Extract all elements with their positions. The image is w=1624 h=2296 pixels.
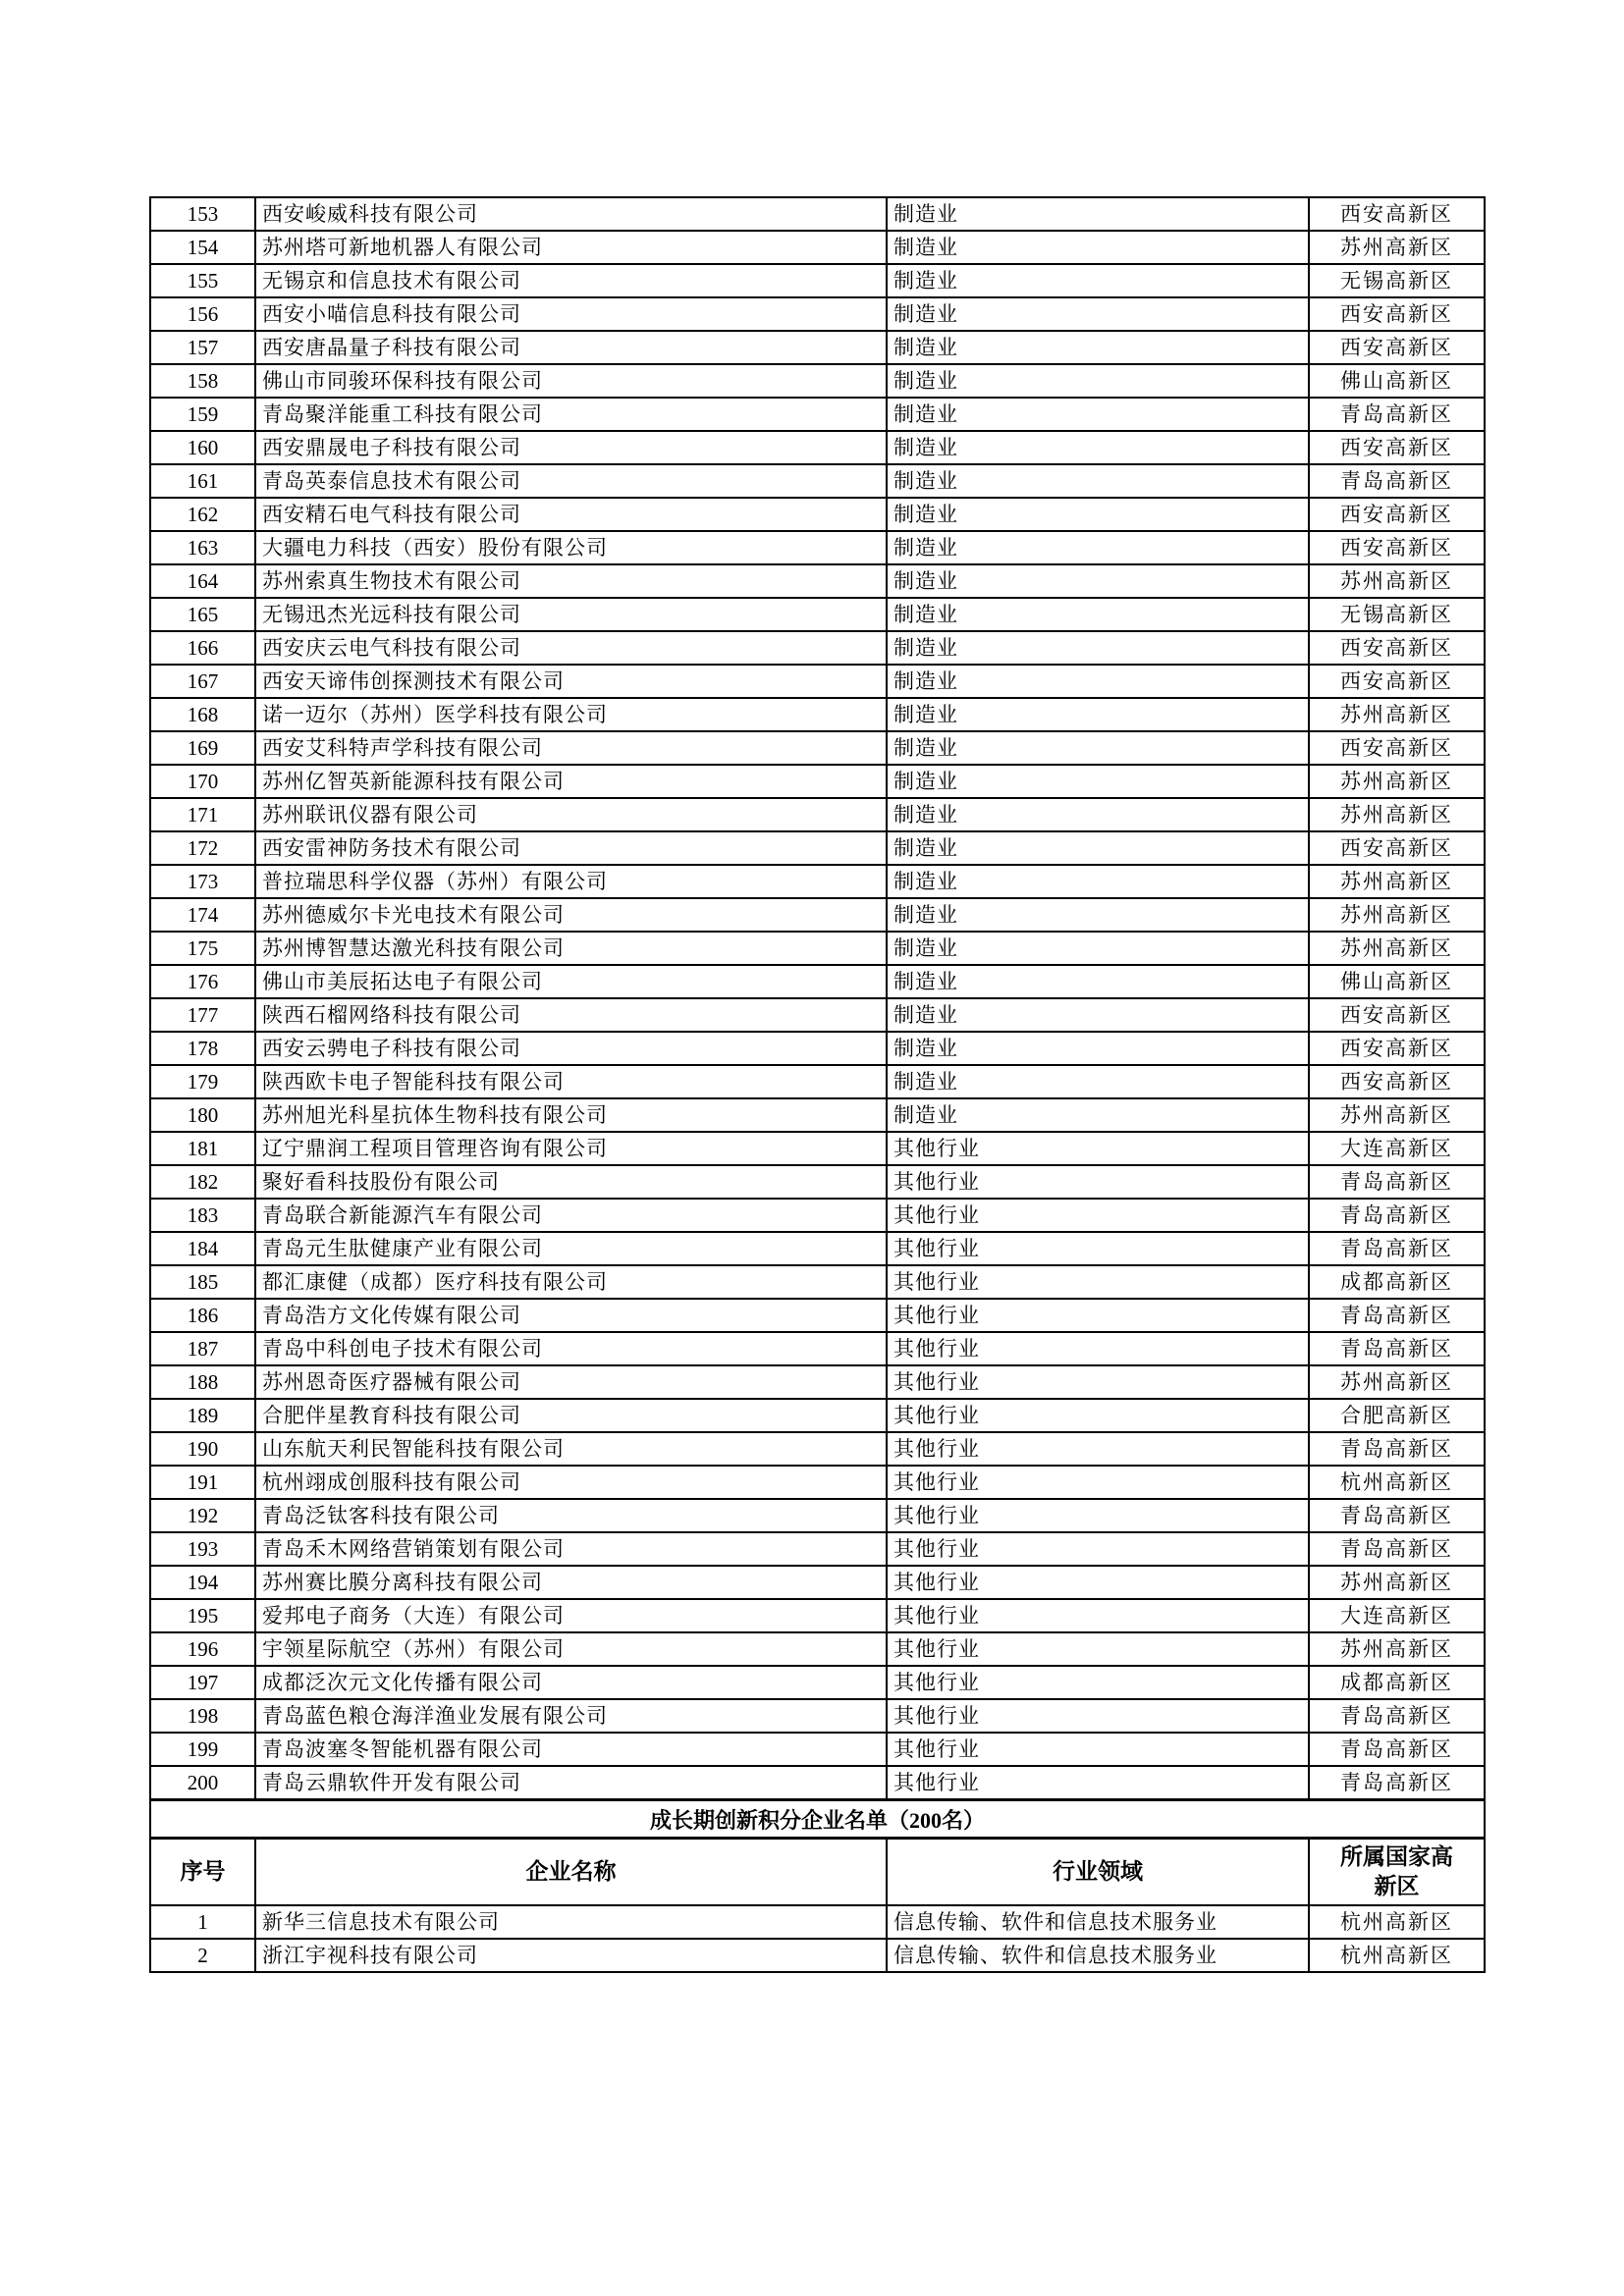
hightech-zone: 杭州高新区 (1309, 1905, 1485, 1939)
row-number: 172 (150, 831, 255, 865)
row-number: 195 (150, 1599, 255, 1632)
company-name: 青岛浩方文化传媒有限公司 (255, 1299, 887, 1332)
table-row (150, 965, 1485, 998)
company-name: 都汇康健（成都）医疗科技有限公司 (255, 1265, 887, 1299)
company-name: 青岛波塞冬智能机器有限公司 (255, 1733, 887, 1766)
table-row (150, 598, 1485, 631)
row-number: 179 (150, 1065, 255, 1098)
company-name: 西安云骋电子科技有限公司 (255, 1032, 887, 1065)
header-no: 序号 (150, 1839, 255, 1906)
row-number: 184 (150, 1232, 255, 1265)
table-row (150, 1432, 1485, 1466)
hightech-zone: 苏州高新区 (1309, 1566, 1485, 1599)
hightech-zone: 青岛高新区 (1309, 1232, 1485, 1265)
table-row (150, 1299, 1485, 1332)
industry-field: 其他行业 (887, 1599, 1309, 1632)
row-number: 177 (150, 998, 255, 1032)
hightech-zone: 苏州高新区 (1309, 798, 1485, 831)
table-row (150, 1599, 1485, 1632)
table-row (150, 865, 1485, 898)
row-number: 158 (150, 364, 255, 398)
row-number: 2 (150, 1939, 255, 1972)
row-number: 198 (150, 1699, 255, 1733)
company-name: 苏州塔可新地机器人有限公司 (255, 231, 887, 264)
company-name: 无锡京和信息技术有限公司 (255, 264, 887, 297)
hightech-zone: 苏州高新区 (1309, 698, 1485, 731)
company-name: 西安雷神防务技术有限公司 (255, 831, 887, 865)
row-number: 182 (150, 1165, 255, 1199)
industry-field: 其他行业 (887, 1299, 1309, 1332)
hightech-zone: 青岛高新区 (1309, 1199, 1485, 1232)
industry-field: 其他行业 (887, 1699, 1309, 1733)
company-name: 西安唐晶量子科技有限公司 (255, 331, 887, 364)
row-number: 166 (150, 631, 255, 665)
table-row (150, 297, 1485, 331)
hightech-zone: 青岛高新区 (1309, 1532, 1485, 1566)
row-number: 153 (150, 197, 255, 231)
industry-field: 制造业 (887, 798, 1309, 831)
row-number: 185 (150, 1265, 255, 1299)
industry-field: 制造业 (887, 898, 1309, 932)
table-row (150, 1332, 1485, 1365)
hightech-zone: 西安高新区 (1309, 998, 1485, 1032)
hightech-zone: 青岛高新区 (1309, 1299, 1485, 1332)
table-row (150, 898, 1485, 932)
growth-stage-list-body (150, 1905, 1485, 1972)
company-name: 山东航天利民智能科技有限公司 (255, 1432, 887, 1466)
company-name: 青岛蓝色粮仓海洋渔业发展有限公司 (255, 1699, 887, 1733)
hightech-zone: 西安高新区 (1309, 665, 1485, 698)
hightech-zone: 西安高新区 (1309, 731, 1485, 765)
row-number: 197 (150, 1666, 255, 1699)
industry-field: 制造业 (887, 564, 1309, 598)
company-name: 佛山市美辰拓达电子有限公司 (255, 965, 887, 998)
company-name: 青岛云鼎软件开发有限公司 (255, 1766, 887, 1800)
company-name: 青岛联合新能源汽车有限公司 (255, 1199, 887, 1232)
industry-field: 制造业 (887, 431, 1309, 464)
industry-field: 制造业 (887, 731, 1309, 765)
table-row (150, 1532, 1485, 1566)
hightech-zone: 西安高新区 (1309, 831, 1485, 865)
row-number: 170 (150, 765, 255, 798)
table-row (150, 1265, 1485, 1299)
company-name: 合肥伴星教育科技有限公司 (255, 1399, 887, 1432)
company-name: 西安艾科特声学科技有限公司 (255, 731, 887, 765)
industry-field: 其他行业 (887, 1332, 1309, 1365)
company-name: 杭州翊成创服科技有限公司 (255, 1466, 887, 1499)
table-row (150, 1466, 1485, 1499)
company-name: 苏州德威尔卡光电技术有限公司 (255, 898, 887, 932)
row-number: 190 (150, 1432, 255, 1466)
hightech-zone: 青岛高新区 (1309, 1165, 1485, 1199)
company-name: 青岛泛钛客科技有限公司 (255, 1499, 887, 1532)
table-row (150, 1666, 1485, 1699)
hightech-zone: 青岛高新区 (1309, 1766, 1485, 1800)
industry-field: 信息传输、软件和信息技术服务业 (887, 1939, 1309, 1972)
row-number: 157 (150, 331, 255, 364)
table-row (150, 1065, 1485, 1098)
row-number: 160 (150, 431, 255, 464)
hightech-zone: 西安高新区 (1309, 1065, 1485, 1098)
hightech-zone: 西安高新区 (1309, 531, 1485, 564)
table-row (150, 1939, 1485, 1972)
hightech-zone: 合肥高新区 (1309, 1399, 1485, 1432)
hightech-zone: 杭州高新区 (1309, 1466, 1485, 1499)
table-row (150, 798, 1485, 831)
hightech-zone: 佛山高新区 (1309, 965, 1485, 998)
row-number: 155 (150, 264, 255, 297)
company-name: 宇领星际航空（苏州）有限公司 (255, 1632, 887, 1666)
industry-field: 其他行业 (887, 1466, 1309, 1499)
industry-field: 其他行业 (887, 1566, 1309, 1599)
hightech-zone: 苏州高新区 (1309, 765, 1485, 798)
hightech-zone: 成都高新区 (1309, 1265, 1485, 1299)
row-number: 168 (150, 698, 255, 731)
table-row (150, 1199, 1485, 1232)
industry-field: 其他行业 (887, 1199, 1309, 1232)
table-row (150, 264, 1485, 297)
industry-field: 制造业 (887, 364, 1309, 398)
hightech-zone: 无锡高新区 (1309, 264, 1485, 297)
hightech-zone: 苏州高新区 (1309, 231, 1485, 264)
industry-field: 其他行业 (887, 1232, 1309, 1265)
section-title-row (150, 1800, 1485, 1839)
row-number: 156 (150, 297, 255, 331)
table-row (150, 1165, 1485, 1199)
table-row (150, 1098, 1485, 1132)
table-row (150, 1733, 1485, 1766)
header-region: 所属国家高新区 (1309, 1839, 1485, 1906)
table-row (150, 1032, 1485, 1065)
table-row (150, 498, 1485, 531)
table-row (150, 1232, 1485, 1265)
table-header-row (150, 1839, 1485, 1906)
industry-field: 制造业 (887, 231, 1309, 264)
industry-field: 制造业 (887, 631, 1309, 665)
company-name: 成都泛次元文化传播有限公司 (255, 1666, 887, 1699)
hightech-zone: 西安高新区 (1309, 631, 1485, 665)
table-row (150, 1365, 1485, 1399)
company-name: 青岛聚洋能重工科技有限公司 (255, 398, 887, 431)
row-number: 186 (150, 1299, 255, 1332)
row-number: 181 (150, 1132, 255, 1165)
hightech-zone: 青岛高新区 (1309, 1332, 1485, 1365)
table-row (150, 398, 1485, 431)
row-number: 165 (150, 598, 255, 631)
table-row (150, 564, 1485, 598)
enterprise-list-table (149, 196, 1486, 1973)
table-row (150, 1766, 1485, 1800)
industry-field: 制造业 (887, 932, 1309, 965)
industry-field: 其他行业 (887, 1165, 1309, 1199)
company-name: 新华三信息技术有限公司 (255, 1905, 887, 1939)
hightech-zone: 苏州高新区 (1309, 1365, 1485, 1399)
company-name: 西安庆云电气科技有限公司 (255, 631, 887, 665)
industry-field: 其他行业 (887, 1399, 1309, 1432)
table-row (150, 631, 1485, 665)
row-number: 194 (150, 1566, 255, 1599)
company-name: 西安鼎晟电子科技有限公司 (255, 431, 887, 464)
table-row (150, 364, 1485, 398)
industry-field: 制造业 (887, 765, 1309, 798)
company-name: 陕西石榴网络科技有限公司 (255, 998, 887, 1032)
industry-field: 制造业 (887, 1098, 1309, 1132)
hightech-zone: 青岛高新区 (1309, 1432, 1485, 1466)
table-row (150, 464, 1485, 498)
section-title: 成长期创新积分企业名单（200名） (150, 1800, 1485, 1839)
row-number: 154 (150, 231, 255, 264)
row-number: 191 (150, 1466, 255, 1499)
growth-stage-section (150, 1800, 1485, 1906)
company-name: 无锡迅杰光远科技有限公司 (255, 598, 887, 631)
company-name: 浙江宇视科技有限公司 (255, 1939, 887, 1972)
company-name: 西安峻威科技有限公司 (255, 197, 887, 231)
row-number: 176 (150, 965, 255, 998)
table-row (150, 998, 1485, 1032)
table-row (150, 231, 1485, 264)
row-number: 169 (150, 731, 255, 765)
row-number: 1 (150, 1905, 255, 1939)
table-row (150, 698, 1485, 731)
hightech-zone: 成都高新区 (1309, 1666, 1485, 1699)
industry-field: 其他行业 (887, 1132, 1309, 1165)
company-name: 青岛中科创电子技术有限公司 (255, 1332, 887, 1365)
hightech-zone: 无锡高新区 (1309, 598, 1485, 631)
industry-field: 制造业 (887, 197, 1309, 231)
company-name: 苏州恩奇医疗器械有限公司 (255, 1365, 887, 1399)
industry-field: 其他行业 (887, 1499, 1309, 1532)
hightech-zone: 青岛高新区 (1309, 464, 1485, 498)
row-number: 167 (150, 665, 255, 698)
header-industry: 行业领域 (887, 1839, 1309, 1906)
row-number: 196 (150, 1632, 255, 1666)
company-name: 西安小喵信息科技有限公司 (255, 297, 887, 331)
company-name: 苏州联讯仪器有限公司 (255, 798, 887, 831)
row-number: 161 (150, 464, 255, 498)
industry-field: 信息传输、软件和信息技术服务业 (887, 1905, 1309, 1939)
industry-field: 其他行业 (887, 1733, 1309, 1766)
row-number: 159 (150, 398, 255, 431)
company-name: 苏州索真生物技术有限公司 (255, 564, 887, 598)
table-row (150, 1905, 1485, 1939)
industry-field: 其他行业 (887, 1532, 1309, 1566)
industry-field: 其他行业 (887, 1432, 1309, 1466)
row-number: 193 (150, 1532, 255, 1566)
industry-field: 制造业 (887, 297, 1309, 331)
hightech-zone: 西安高新区 (1309, 297, 1485, 331)
row-number: 162 (150, 498, 255, 531)
industry-field: 其他行业 (887, 1365, 1309, 1399)
table-row (150, 932, 1485, 965)
industry-field: 制造业 (887, 1065, 1309, 1098)
company-name: 青岛英泰信息技术有限公司 (255, 464, 887, 498)
hightech-zone: 西安高新区 (1309, 498, 1485, 531)
industry-field: 制造业 (887, 665, 1309, 698)
company-name: 大疆电力科技（西安）股份有限公司 (255, 531, 887, 564)
row-number: 180 (150, 1098, 255, 1132)
industry-field: 制造业 (887, 598, 1309, 631)
row-number: 164 (150, 564, 255, 598)
company-name: 西安天谛伟创探测技术有限公司 (255, 665, 887, 698)
company-name: 普拉瑞思科学仪器（苏州）有限公司 (255, 865, 887, 898)
table-row (150, 665, 1485, 698)
industry-field: 其他行业 (887, 1265, 1309, 1299)
table-row (150, 831, 1485, 865)
table-row (150, 197, 1485, 231)
hightech-zone: 大连高新区 (1309, 1132, 1485, 1165)
industry-field: 制造业 (887, 698, 1309, 731)
row-number: 178 (150, 1032, 255, 1065)
company-name: 爱邦电子商务（大连）有限公司 (255, 1599, 887, 1632)
company-name: 苏州博智慧达激光科技有限公司 (255, 932, 887, 965)
company-name: 青岛元生肽健康产业有限公司 (255, 1232, 887, 1265)
hightech-zone: 苏州高新区 (1309, 1098, 1485, 1132)
company-name: 苏州亿智英新能源科技有限公司 (255, 765, 887, 798)
table-row (150, 331, 1485, 364)
industry-field: 制造业 (887, 831, 1309, 865)
table-row (150, 1632, 1485, 1666)
industry-field: 其他行业 (887, 1632, 1309, 1666)
industry-field: 制造业 (887, 398, 1309, 431)
industry-field: 制造业 (887, 331, 1309, 364)
row-number: 192 (150, 1499, 255, 1532)
hightech-zone: 苏州高新区 (1309, 898, 1485, 932)
industry-field: 制造业 (887, 965, 1309, 998)
row-number: 188 (150, 1365, 255, 1399)
industry-field: 制造业 (887, 464, 1309, 498)
header-name: 企业名称 (255, 1839, 887, 1906)
hightech-zone: 苏州高新区 (1309, 932, 1485, 965)
industry-field: 制造业 (887, 1032, 1309, 1065)
row-number: 173 (150, 865, 255, 898)
industry-field: 其他行业 (887, 1766, 1309, 1800)
row-number: 175 (150, 932, 255, 965)
row-number: 163 (150, 531, 255, 564)
industry-field: 制造业 (887, 264, 1309, 297)
industry-field: 制造业 (887, 998, 1309, 1032)
table-row (150, 765, 1485, 798)
hightech-zone: 西安高新区 (1309, 197, 1485, 231)
table-row (150, 731, 1485, 765)
table-row (150, 531, 1485, 564)
hightech-zone: 青岛高新区 (1309, 398, 1485, 431)
company-name: 陕西欧卡电子智能科技有限公司 (255, 1065, 887, 1098)
industry-field: 制造业 (887, 498, 1309, 531)
table-row (150, 1399, 1485, 1432)
company-name: 诺一迈尔（苏州）医学科技有限公司 (255, 698, 887, 731)
table-row (150, 431, 1485, 464)
company-name: 苏州旭光科星抗体生物科技有限公司 (255, 1098, 887, 1132)
industry-field: 制造业 (887, 865, 1309, 898)
hightech-zone: 大连高新区 (1309, 1599, 1485, 1632)
row-number: 200 (150, 1766, 255, 1800)
hightech-zone: 西安高新区 (1309, 331, 1485, 364)
hightech-zone: 青岛高新区 (1309, 1699, 1485, 1733)
company-name: 佛山市同骏环保科技有限公司 (255, 364, 887, 398)
hightech-zone: 苏州高新区 (1309, 1632, 1485, 1666)
company-name: 聚好看科技股份有限公司 (255, 1165, 887, 1199)
industry-field: 其他行业 (887, 1666, 1309, 1699)
previous-list-body (150, 197, 1485, 1800)
hightech-zone: 青岛高新区 (1309, 1733, 1485, 1766)
hightech-zone: 西安高新区 (1309, 1032, 1485, 1065)
industry-field: 制造业 (887, 531, 1309, 564)
table-row (150, 1499, 1485, 1532)
table-row (150, 1699, 1485, 1733)
hightech-zone: 佛山高新区 (1309, 364, 1485, 398)
company-name: 辽宁鼎润工程项目管理咨询有限公司 (255, 1132, 887, 1165)
company-name: 苏州赛比膜分离科技有限公司 (255, 1566, 887, 1599)
hightech-zone: 苏州高新区 (1309, 865, 1485, 898)
row-number: 171 (150, 798, 255, 831)
row-number: 187 (150, 1332, 255, 1365)
hightech-zone: 西安高新区 (1309, 431, 1485, 464)
hightech-zone: 杭州高新区 (1309, 1939, 1485, 1972)
row-number: 199 (150, 1733, 255, 1766)
table-row (150, 1566, 1485, 1599)
table-row (150, 1132, 1485, 1165)
company-name: 西安精石电气科技有限公司 (255, 498, 887, 531)
row-number: 189 (150, 1399, 255, 1432)
row-number: 174 (150, 898, 255, 932)
company-name: 青岛禾木网络营销策划有限公司 (255, 1532, 887, 1566)
row-number: 183 (150, 1199, 255, 1232)
hightech-zone: 青岛高新区 (1309, 1499, 1485, 1532)
hightech-zone: 苏州高新区 (1309, 564, 1485, 598)
